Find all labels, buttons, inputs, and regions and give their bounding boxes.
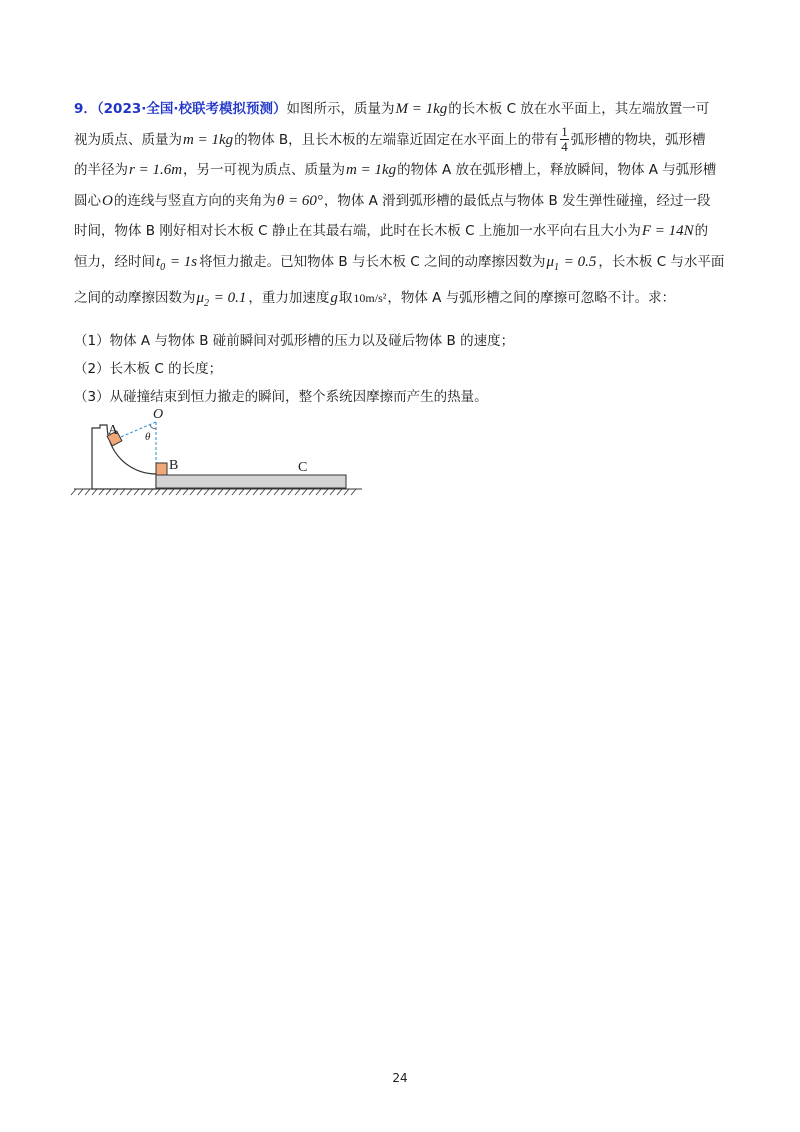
hatch-mark — [211, 489, 216, 495]
text: 的物体 A 放在弧形槽上，释放瞬间，物体 A 与弧形槽 — [397, 162, 717, 178]
hatch-mark — [288, 489, 293, 495]
page-number: 24 — [392, 1071, 408, 1085]
problem-line — [74, 216, 726, 247]
hatch-mark — [92, 489, 97, 495]
hatch-mark — [351, 489, 356, 495]
hatch-mark — [239, 489, 244, 495]
hatch-mark — [225, 489, 230, 495]
text: ，长木板 C 与水平面 — [598, 253, 725, 270]
hatch-mark — [232, 489, 237, 495]
formula-r: r = 1.6m — [129, 162, 183, 178]
hatch-mark — [120, 489, 125, 495]
symbol: t — [156, 253, 161, 270]
symbol-O: O — [102, 192, 113, 209]
label-B: B — [169, 458, 179, 473]
hatch-mark — [246, 489, 251, 495]
text: ，物体 A 与弧形槽之间的摩擦可忽略不计。求： — [387, 290, 676, 306]
hatch-mark — [155, 489, 160, 495]
hatch-mark — [309, 489, 314, 495]
symbol-g: g — [330, 290, 338, 306]
problem-line — [74, 247, 726, 284]
fraction-denominator: 4 — [561, 139, 568, 154]
value: = 1s — [166, 253, 198, 270]
hatch-mark — [260, 489, 265, 495]
formula-mu2 — [196, 290, 249, 309]
hatch-mark — [176, 489, 181, 495]
physics-diagram — [70, 400, 370, 500]
text: 的半径为 — [74, 162, 128, 178]
text: 时间，物体 B 刚好相对长木板 C 静止在其最右端，此时在长木板 C 上施加一水平向右且大小为 — [74, 223, 641, 239]
text: 的物体 B，且长木板的左端靠近固定在水平面上的带有 — [234, 131, 559, 148]
text: 的连线与竖直方向的夹角为 — [113, 192, 276, 209]
hatch-mark — [190, 489, 195, 495]
hatch-mark — [141, 489, 146, 495]
angle-arc — [150, 425, 156, 429]
hatch-mark — [169, 489, 174, 495]
text: 将恒力撤走。已知物体 B 与长木板 C 之间的动摩擦因数为 — [199, 253, 546, 270]
hatch-mark — [148, 489, 153, 495]
hatch-mark — [302, 489, 307, 495]
formula-m2: m = 1kg — [346, 162, 397, 178]
hatch-mark — [71, 489, 76, 495]
question-2: （2）长木板 C 的长度； — [74, 361, 223, 377]
label-C: C — [298, 460, 308, 475]
symbol: μ — [546, 253, 555, 270]
hatch-mark — [85, 489, 90, 495]
subscript: 1 — [554, 261, 560, 273]
text: 取 — [338, 290, 353, 306]
text: ，物体 A 滑到弧形槽的最低点与物体 B 发生弹性碰撞，经过一段 — [323, 192, 711, 209]
hatch-mark — [344, 489, 349, 495]
text: ，重力加速度 — [248, 290, 330, 306]
hatch-mark — [274, 489, 279, 495]
subscript: 0 — [160, 261, 166, 273]
problem-line — [74, 186, 726, 217]
hatch-mark — [330, 489, 335, 495]
problem-number: 9． — [74, 101, 97, 117]
hatch-mark — [99, 489, 104, 495]
question-3: （3）从碰撞结束到恒力撤走的瞬间，整个系统因摩擦而产生的热量。 — [74, 389, 488, 405]
hatch-mark — [218, 489, 223, 495]
text: 之间的动摩擦因数为 — [74, 290, 196, 306]
text: 视为质点、质量为 — [74, 131, 182, 148]
formula-F: F = 14N — [641, 223, 694, 239]
label-A: A — [108, 423, 119, 438]
label-O: O — [153, 407, 164, 422]
hatch-mark — [78, 489, 83, 495]
hatch-mark — [106, 489, 111, 495]
hatch-mark — [134, 489, 139, 495]
hatch-mark — [197, 489, 202, 495]
formula-mu1 — [546, 253, 599, 273]
problem-line — [74, 94, 726, 125]
value: = 0.5 — [560, 253, 597, 270]
text: 圆心 — [74, 192, 101, 209]
value-g: 10m/s² — [353, 291, 387, 305]
hatch-mark — [204, 489, 209, 495]
hatch-mark — [295, 489, 300, 495]
hatch-mark — [253, 489, 258, 495]
hatch-mark — [127, 489, 132, 495]
hatch-mark — [267, 489, 272, 495]
value: = 0.1 — [210, 290, 247, 306]
question-1: （1）物体 A 与物体 B 碰前瞬间对弧形槽的压力以及碰后物体 B 的速度； — [74, 333, 515, 349]
hatch-mark — [323, 489, 328, 495]
problem-line — [74, 125, 726, 156]
problem-line — [74, 155, 726, 186]
subscript: 2 — [204, 298, 210, 309]
fraction-quarter — [560, 125, 569, 154]
hatch-mark — [162, 489, 167, 495]
text: ，另一可视为质点、质量为 — [183, 162, 346, 178]
formula-theta: θ = 60° — [276, 192, 323, 209]
hatch-mark — [316, 489, 321, 495]
text: 如图所示，质量为 — [286, 101, 395, 117]
board-C — [156, 475, 346, 488]
fraction-numerator: 1 — [561, 124, 568, 139]
symbol: μ — [196, 290, 205, 306]
hatch-mark — [183, 489, 188, 495]
formula-m: m = 1kg — [183, 131, 234, 148]
formula-t0 — [155, 253, 199, 273]
problem-line — [74, 283, 726, 320]
label-theta: θ — [145, 431, 151, 443]
hatch-mark — [113, 489, 118, 495]
ground-hatch-lines — [71, 489, 356, 495]
block-B — [156, 463, 167, 475]
hatch-mark — [337, 489, 342, 495]
problem-source: （2023·全国·校联考模拟预测） — [96, 101, 287, 117]
text: 的长木板 C 放在水平面上，其左端放置一可 — [448, 101, 710, 117]
hatch-mark — [281, 489, 286, 495]
text: 恒力，经时间 — [74, 253, 155, 270]
text: 弧形槽的物块，弧形槽 — [570, 131, 706, 148]
problem-statement — [74, 94, 726, 320]
text: 的 — [694, 223, 709, 239]
formula-M: M = 1kg — [395, 101, 448, 117]
